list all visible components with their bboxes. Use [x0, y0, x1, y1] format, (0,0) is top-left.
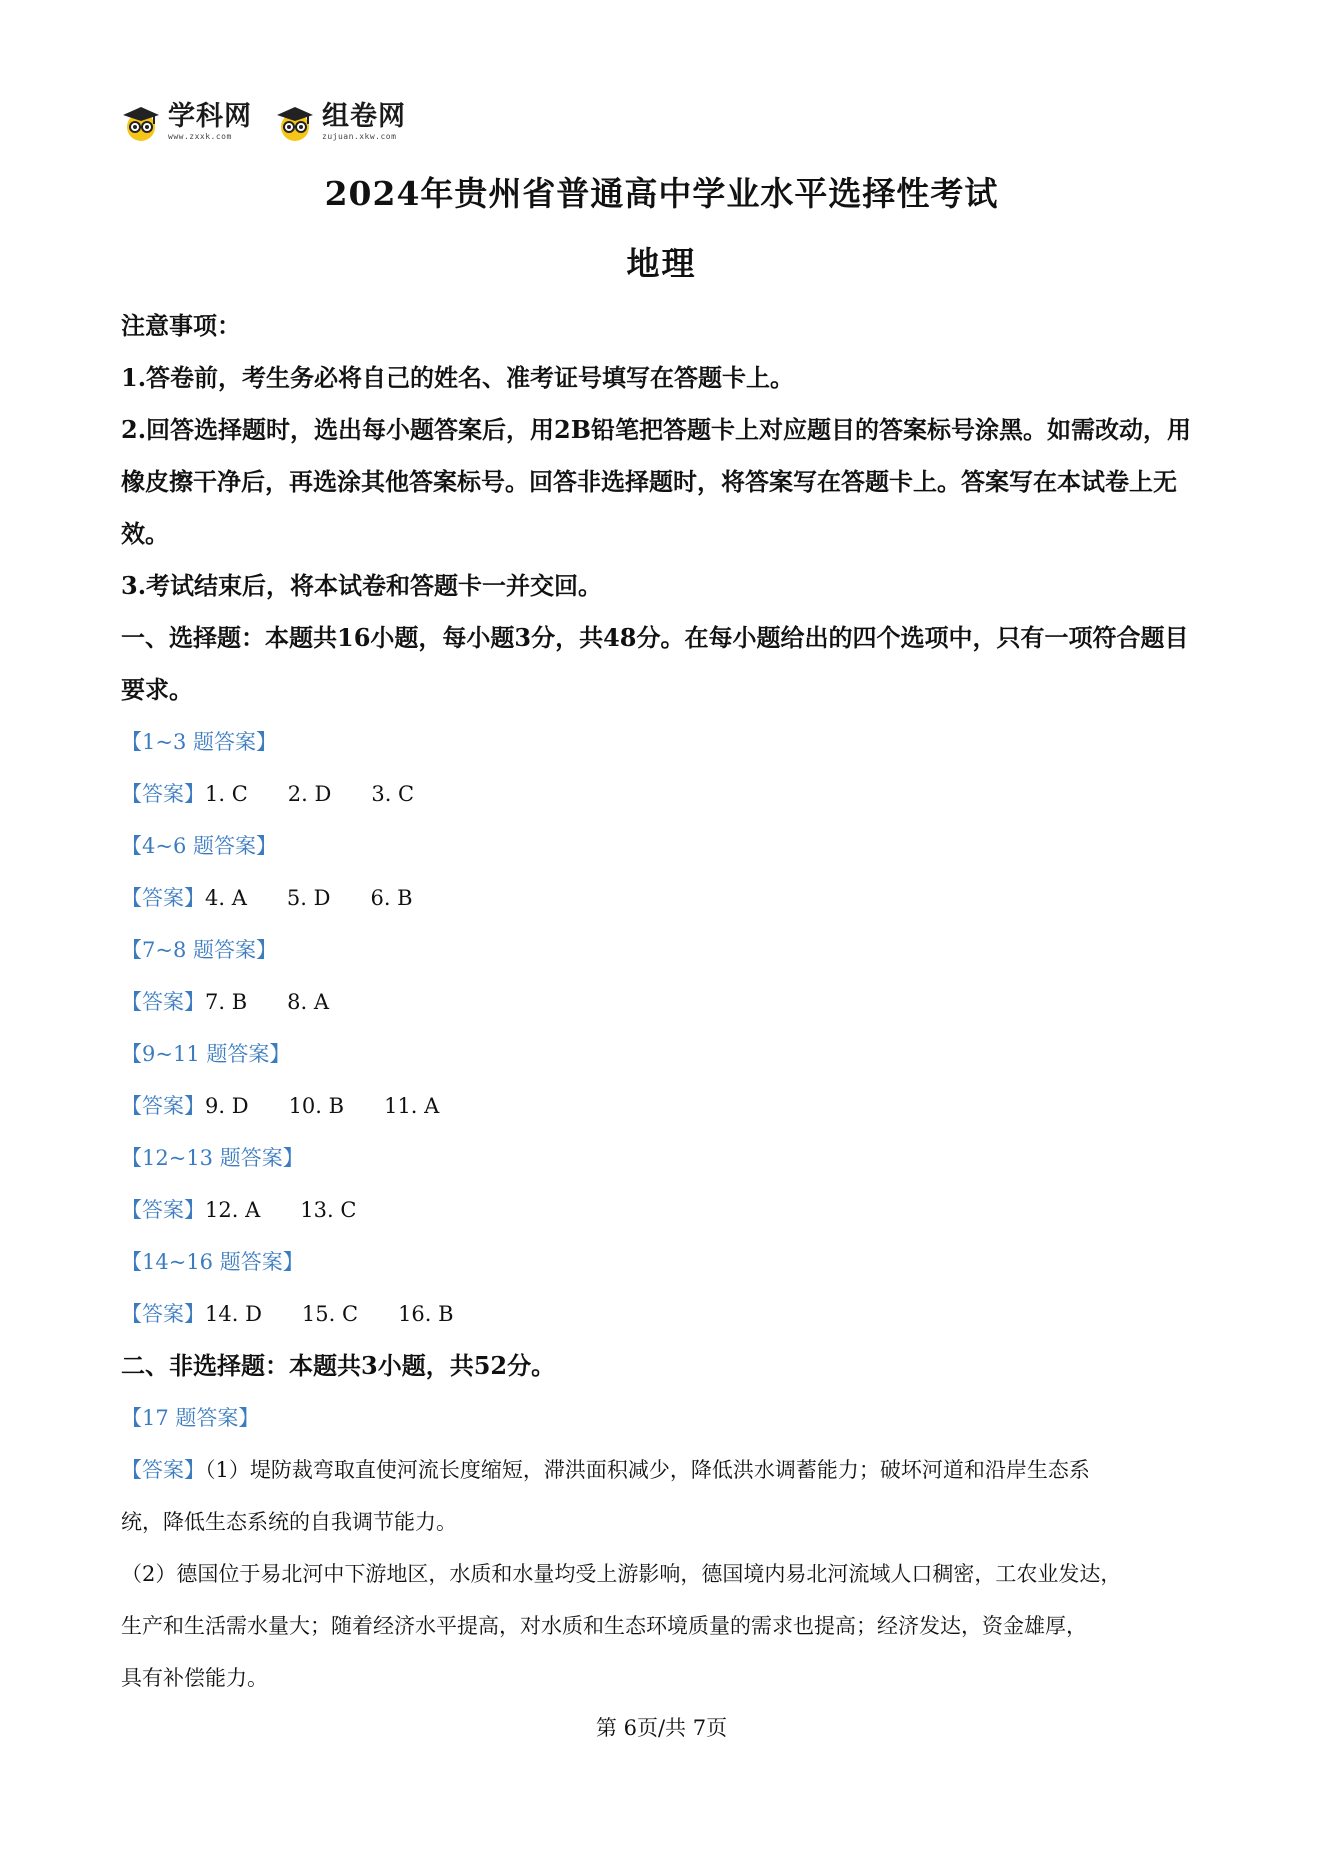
exam-content — [121, 300, 1206, 1704]
answer-row — [121, 768, 1206, 820]
answer-value: 1. C — [205, 782, 248, 806]
logo-url: zujuan.xkw.com — [322, 132, 397, 141]
notice-item-3: 3.考试结束后，将本试卷和答题卡一并交回。 — [121, 571, 603, 600]
answer-group-label: 【14~16 题答案】 — [121, 1250, 304, 1274]
answer-value: 14. D — [205, 1302, 262, 1326]
exam-title: 2024年贵州省普通高中学业水平选择性考试 — [324, 174, 999, 213]
notice-item-2: 2.回答选择题时，选出每小题答案后，用2B铅笔把答题卡上对应题目的答案标号涂黑。如需改动，用橡皮擦干净后，再选涂其他答案标号。回答非选择题时，将答案写在答题卡上。答案写在本试卷上无效。 — [121, 415, 1192, 548]
section2-heading: 二、非选择题：本题共3小题，共52分。 — [121, 1351, 556, 1380]
answer-value: 3. C — [371, 782, 415, 806]
q17-part1-text: （1）堤防裁弯取直使河流长度缩短，滞洪面积减少，降低洪水调蓄能力；破坏河道和沿岸生态系 — [205, 1458, 1090, 1482]
section1-heading: 一、选择题：本题共16小题，每小题3分，共48分。在每小题给出的四个选项中，只有一项符合题目要求。 — [121, 623, 1189, 704]
answer-value: 13. C — [300, 1198, 357, 1222]
answer-row — [121, 1080, 1206, 1132]
q17-part2-line-3: 具有补偿能力。 — [121, 1666, 268, 1690]
answer-value: 16. B — [398, 1302, 454, 1326]
answer-value: 5. D — [286, 886, 331, 910]
page-number: 第 6页/共 7页 — [595, 1716, 728, 1740]
answer-row — [121, 1184, 1206, 1236]
q17-part2-line-1: （2）德国位于易北河中下游地区，水质和水量均受上游影响，德国境内易北河流域人口稠密，工农业发达， — [121, 1562, 1122, 1586]
answer-value: 7. B — [205, 990, 248, 1014]
answer-value: 2. D — [287, 782, 332, 806]
answer-prefix: 【答案】 — [121, 990, 205, 1014]
q17-label: 【17 题答案】 — [121, 1406, 260, 1430]
q17-part1-line-2: 统，降低生态系统的自我调节能力。 — [121, 1510, 457, 1534]
owl-graduation-cap-icon — [120, 101, 162, 143]
answer-prefix: 【答案】 — [121, 1094, 205, 1118]
answer-value: 8. A — [287, 990, 330, 1014]
logo-bar — [120, 96, 406, 148]
answer-row — [121, 872, 1206, 924]
exam-subject: 地理 — [626, 244, 697, 283]
logo-name: 组卷网 — [322, 101, 406, 132]
answer-value: 6. B — [370, 886, 413, 910]
zxxk-logo — [120, 101, 252, 143]
answer-row — [121, 1288, 1206, 1340]
answer-prefix: 【答案】 — [121, 1458, 205, 1482]
logo-name: 学科网 — [168, 101, 252, 132]
answer-prefix: 【答案】 — [121, 782, 205, 806]
logo-url: www.zxxk.com — [168, 132, 232, 141]
answer-group-label: 【12~13 题答案】 — [121, 1146, 304, 1170]
q17-answer-line-1 — [121, 1444, 1206, 1496]
answer-row — [121, 976, 1206, 1028]
answer-group-label: 【9~11 题答案】 — [121, 1042, 291, 1066]
owl-graduation-cap-icon — [274, 101, 316, 143]
answer-value: 4. A — [205, 886, 247, 910]
notice-heading: 注意事项： — [121, 311, 241, 340]
q17-part2-line-2: 生产和生活需水量大；随着经济水平提高，对水质和生态环境质量的需求也提高；经济发达，资金雄厚， — [121, 1614, 1087, 1638]
zujuan-logo — [274, 101, 406, 143]
answer-value: 10. B — [288, 1094, 345, 1118]
answer-prefix: 【答案】 — [121, 886, 205, 910]
notice-item-1: 1.答卷前，考生务必将自己的姓名、准考证号填写在答题卡上。 — [121, 363, 795, 392]
answer-value: 15. C — [301, 1302, 359, 1326]
answer-prefix: 【答案】 — [121, 1302, 205, 1326]
answer-value: 9. D — [205, 1094, 249, 1118]
answer-group-label: 【7~8 题答案】 — [121, 938, 277, 962]
answer-group-label: 【4~6 题答案】 — [121, 834, 277, 858]
answer-prefix: 【答案】 — [121, 1198, 205, 1222]
answer-value: 11. A — [384, 1094, 440, 1118]
answer-group-label: 【1~3 题答案】 — [121, 730, 277, 754]
answer-value: 12. A — [205, 1198, 261, 1222]
